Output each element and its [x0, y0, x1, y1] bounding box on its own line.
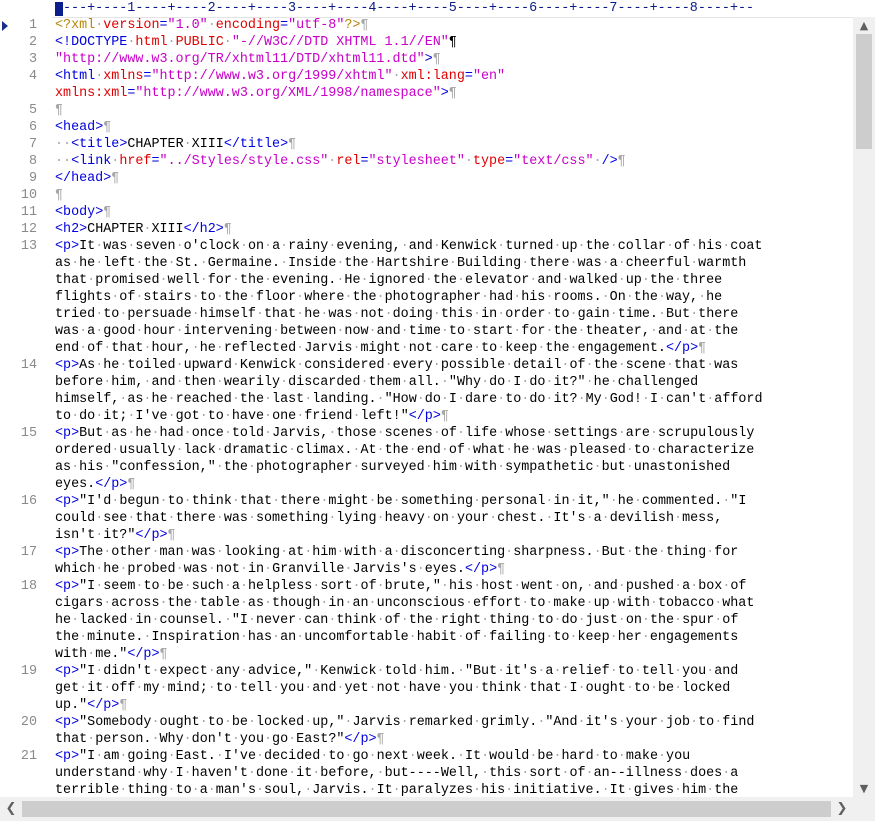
- code-text[interactable]: <!DOCTYPE·html·PUBLIC·"-//W3C//DTD XHTML 1.1//EN"¶: [55, 35, 457, 50]
- code-line[interactable]: [0, 714, 853, 748]
- code-text[interactable]: <p>"I·didn't·expect·any·advice,"·Kenwick·told·him.·"But·it's·a·relief·to·tell·you·and: [55, 664, 739, 679]
- code-text[interactable]: which·he·probed·was·not·in·Granville·Jarvis's·eyes.</p>¶: [55, 562, 506, 577]
- line-number: 17: [20, 545, 37, 560]
- vertical-scrollbar[interactable]: [853, 17, 875, 797]
- code-text[interactable]: terrible·thing·to·a·man's·soul,·Jarvis.·It·paralyzes·his·initiative.·It·gives·him·the: [55, 783, 739, 797]
- line-number: 2: [28, 35, 37, 50]
- line-number: 11: [20, 205, 37, 220]
- code-text[interactable]: ordered·usually·lack·dramatic·climax.·At·the·end·of·what·he·was·pleased·to·characterize: [55, 443, 755, 458]
- code-text[interactable]: he·lacked·in·counsel.·"I·never·can·think·of·the·right·thing·to·do·just·on·the·spur·of: [55, 613, 739, 628]
- code-text[interactable]: with·me."</p>¶: [55, 647, 168, 662]
- code-line[interactable]: [0, 221, 853, 238]
- line-number: 12: [20, 222, 37, 237]
- code-line[interactable]: [0, 17, 853, 34]
- current-line-arrow-icon: [2, 21, 8, 31]
- code-line[interactable]: [0, 357, 853, 425]
- ruler-text: ---+----1----+----2----+----3----+----4----+----5----+----6----+----7----+----8----+--: [63, 1, 755, 16]
- code-line[interactable]: [0, 578, 853, 663]
- code-text[interactable]: ··<title>CHAPTER·XIII</title>¶: [55, 137, 297, 152]
- scroll-up-arrow-icon[interactable]: ▲: [859, 19, 869, 32]
- line-number: 5: [28, 103, 37, 118]
- code-text[interactable]: flights·of·stairs·to·the·floor·where·the·photographer·had·his·rooms.·On·the·way,·he: [55, 290, 723, 305]
- code-text[interactable]: <html·xmlns="http://www.w3.org/1999/xhtml"·xml:lang="en": [55, 69, 506, 84]
- line-number: 3: [28, 52, 37, 67]
- code-line[interactable]: [0, 119, 853, 136]
- code-line[interactable]: [0, 34, 853, 51]
- horizontal-scroll-thumb[interactable]: [22, 801, 831, 817]
- code-text[interactable]: "http://www.w3.org/TR/xhtml11/DTD/xhtml11.dtd">¶: [55, 52, 441, 67]
- line-number: 8: [28, 154, 37, 169]
- code-text[interactable]: as·his·"confession,"·the·photographer·surveyed·him·with·sympathetic·but·unastonished: [55, 460, 731, 475]
- column-ruler: [0, 0, 853, 18]
- code-text[interactable]: <p>"Somebody·ought·to·be·locked·up,"·Jarvis·remarked·grimly.·"And·it's·your·job·to·find: [55, 715, 755, 730]
- line-number: 21: [20, 749, 37, 764]
- code-text[interactable]: <p>As·he·toiled·upward·Kenwick·considered·every·possible·detail·of·the·scene·that·was: [55, 358, 739, 373]
- code-line[interactable]: [0, 238, 853, 357]
- code-line[interactable]: [0, 136, 853, 153]
- horizontal-scrollbar[interactable]: [0, 797, 853, 821]
- code-text[interactable]: understand·why·I·haven't·done·it·before,·but----Well,·this·sort·of·an--illness·does·a: [55, 766, 739, 781]
- code-text[interactable]: <p>"I·am·going·East.·I've·decided·to·go·next·week.·It·would·be·hard·to·make·you: [55, 749, 691, 764]
- code-text[interactable]: </head>¶: [55, 171, 120, 186]
- code-line[interactable]: [0, 663, 853, 714]
- line-number: 15: [20, 426, 37, 441]
- line-number: 10: [20, 188, 37, 203]
- code-text[interactable]: as·he·left·the·St.·Germaine.·Inside·the·Hartshire·Building·there·was·a·cheerful·warmth: [55, 256, 747, 271]
- code-text[interactable]: <?xml·version="1.0"·encoding="utf-8"?>¶: [55, 18, 369, 33]
- line-number: 20: [20, 715, 37, 730]
- code-text[interactable]: xmlns:xml="http://www.w3.org/XML/1998/namespace">¶: [55, 86, 457, 101]
- code-text[interactable]: that·promised·well·for·the·evening.·He·ignored·the·elevator·and·walked·up·the·three: [55, 273, 723, 288]
- scroll-down-arrow-icon[interactable]: ▼: [859, 782, 869, 795]
- code-line[interactable]: [0, 544, 853, 578]
- code-line[interactable]: [0, 748, 853, 797]
- code-line[interactable]: [0, 51, 853, 68]
- code-text[interactable]: <head>¶: [55, 120, 112, 135]
- scrollbar-corner: [853, 797, 875, 821]
- code-text[interactable]: tried·to·persuade·himself·that·he·was·not·doing·this·in·order·to·gain·time.·But·there: [55, 307, 739, 322]
- code-line[interactable]: [0, 68, 853, 102]
- code-text[interactable]: to·do·it;·I've·got·to·have·one·friend·left!"</p>¶: [55, 409, 449, 424]
- code-text[interactable]: was·a·good·hour·intervening·between·now·and·time·to·start·for·the·theater,·and·at·the: [55, 324, 739, 339]
- vertical-scroll-thumb[interactable]: [856, 34, 872, 149]
- line-number: 7: [28, 137, 37, 152]
- line-number: 4: [28, 69, 37, 84]
- code-text[interactable]: ··<link·href="../Styles/style.css"·rel="stylesheet"·type="text/css"·/>¶: [55, 154, 626, 169]
- code-text[interactable]: ¶: [55, 103, 64, 118]
- scroll-right-arrow-icon[interactable]: ❯: [836, 801, 848, 816]
- code-line[interactable]: [0, 153, 853, 170]
- code-line[interactable]: [0, 204, 853, 221]
- code-text[interactable]: <body>¶: [55, 205, 112, 220]
- code-line[interactable]: [0, 170, 853, 187]
- code-text[interactable]: <p>But·as·he·had·once·told·Jarvis,·those·scenes·of·life·whose·settings·are·scrupulously: [55, 426, 755, 441]
- line-number: 13: [20, 239, 37, 254]
- code-text[interactable]: <p>"I·seem·to·be·such·a·helpless·sort·of·brute,"·his·host·went·on,·and·pushed·a·box·of: [55, 579, 747, 594]
- line-number: 14: [20, 358, 37, 373]
- code-text[interactable]: isn't·it?"</p>¶: [55, 528, 176, 543]
- code-text[interactable]: ¶: [55, 188, 64, 203]
- code-line[interactable]: [0, 493, 853, 544]
- ruler-caret-marker: [55, 2, 63, 16]
- code-text[interactable]: eyes.</p>¶: [55, 477, 136, 492]
- line-number: 6: [28, 120, 37, 135]
- line-number: 9: [28, 171, 37, 186]
- code-text[interactable]: the·minute.·Inspiration·has·an·uncomfortable·habit·of·failing·to·keep·her·engagements: [55, 630, 739, 645]
- line-number: 1: [28, 18, 37, 33]
- text-editor[interactable]: [0, 17, 853, 797]
- code-line[interactable]: [0, 425, 853, 493]
- code-text[interactable]: <p>"I'd·begun·to·think·that·there·might·be·something·personal·in·it,"·he·commented.·"I: [55, 494, 747, 509]
- code-text[interactable]: <p>The·other·man·was·looking·at·him·with·a·disconcerting·sharpness.·But·the·thing·for: [55, 545, 739, 560]
- line-number: 16: [20, 494, 37, 509]
- code-text[interactable]: before·him,·and·then·wearily·discarded·them·all.·"Why·do·I·do·it?"·he·challenged: [55, 375, 699, 390]
- code-text[interactable]: get·it·off·my·mind;·to·tell·you·and·yet·not·have·you·think·that·I·ought·to·be·locked: [55, 681, 731, 696]
- code-text[interactable]: <h2>CHAPTER·XIII</h2>¶: [55, 222, 232, 237]
- code-text[interactable]: that·person.·Why·don't·you·go·East?"</p>¶: [55, 732, 385, 747]
- code-line[interactable]: [0, 187, 853, 204]
- code-text[interactable]: cigars·across·the·table·as·though·in·an·unconscious·effort·to·make·up·with·tobacco·what: [55, 596, 755, 611]
- code-line[interactable]: [0, 102, 853, 119]
- line-number: 18: [20, 579, 37, 594]
- line-number: 19: [20, 664, 37, 679]
- code-text[interactable]: could·see·that·there·was·something·lying·heavy·on·your·chest.·It's·a·devilish·mess,: [55, 511, 723, 526]
- code-text[interactable]: end·of·that·hour,·he·reflected·Jarvis·might·not·care·to·keep·the·engagement.</p>¶: [55, 341, 707, 356]
- code-text[interactable]: up."</p>¶: [55, 698, 128, 713]
- scroll-left-arrow-icon[interactable]: ❮: [5, 801, 17, 816]
- code-text[interactable]: <p>It·was·seven·o'clock·on·a·rainy·evening,·and·Kenwick·turned·up·the·collar·of·his·coat: [55, 239, 763, 254]
- code-text[interactable]: himself,·as·he·reached·the·last·landing.·"How·do·I·dare·to·do·it?·My·God!·I·can't·afford: [55, 392, 763, 407]
